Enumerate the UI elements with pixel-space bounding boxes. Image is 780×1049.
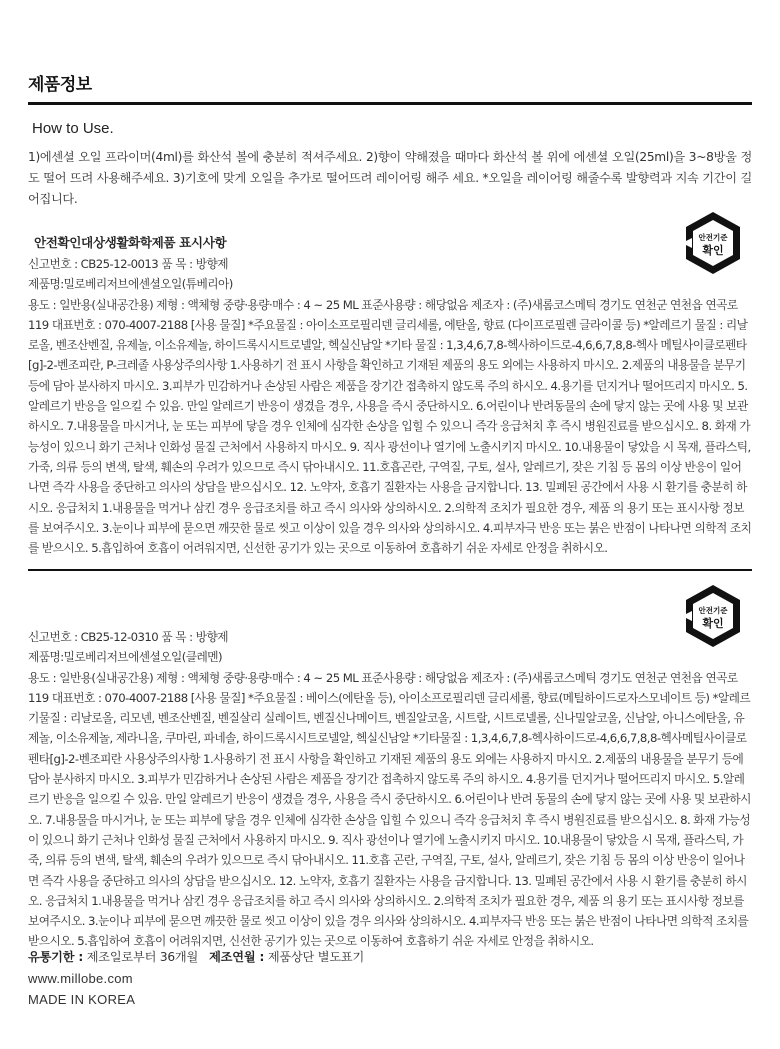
how-to-use-text: 1)에센셜 오일 프라이머(4ml)를 화산석 볼에 충분히 적셔주세요. 2)향이 약해졌을 때마다 화산석 볼 위에 에센셜 오일(25ml)을 3~8방울 정도 떨어 뜨려 사용해주세요. 3)기호에 맞게 오일을 추가로 떨어뜨려 레이어링 해주 세요. *오일을 레이어링 해줄수록 발향력과 지속 기간이 길어집니다. [28, 150, 752, 206]
product-1-report-no: 신고번호 : CB25-12-0013 품 목 : 방향제 [28, 257, 228, 271]
product-1-name: 제품명:밀로베리저브에센셜오일(튜베리아) [28, 277, 233, 292]
safety-section-title: 안전확인대상생활화학제품 표시사항 [34, 235, 227, 250]
product-2-report-no: 신고번호 : CB25-12-0310 품 목 : 방향제 [28, 630, 228, 644]
badge-line2: 확인 [702, 617, 724, 630]
product-block-2 [28, 627, 752, 952]
mfg-value: 제품상단 별도표기 [267, 950, 365, 964]
product-block-1 [28, 254, 752, 558]
expiry-label: 유통기한 : [28, 950, 84, 964]
footer [28, 947, 364, 1010]
badge-line2: 확인 [702, 244, 724, 257]
badge-line1: 안전기준 [698, 233, 728, 242]
product-2-name: 제품명:밀로베리저브에센셜오일(클레멘) [28, 650, 222, 665]
website-link[interactable]: www.millobe.com [28, 971, 133, 986]
expiry-value: 제조일로부터 36개월 [86, 950, 199, 964]
section-divider [28, 569, 752, 571]
expiry-mfg-line [28, 947, 364, 968]
title-divider [28, 102, 752, 105]
how-to-use-heading: How to Use. [32, 120, 114, 137]
product-1-details: 용도 : 일반용(실내공간용) 제형 : 액체형 중량·용량·매수 : 4 ~ 25 ML 표준사용량 : 해당없음 제조자 : (주)새롬코스메틱 경기도 연천군 연천읍 연곡로 119 대표번호 : 070-4007-2188 [사용 물질] *주요물질 : 아이소프로필리덴 글리세롤, 에탄올, 향료 (다이프로필렌 글라이콜 등) *알레르기 물질 : 리날로올, 벤조산벤질, 유제놀, 이소유제놀, 하이드록시시트로넬알, 헥실신남알 *기타 물질 : 1,3,4,6,7,8-헥사하이드로-4,6,6,7,8,8-헥사 메틸사이클로펜타[g]-2-벤조피란, P-크레졸 사용상주의사항 1.사용하기 전 표시 사항을 확인하고 기재된 제품의 용도 외에는 사용하지 마시오. 2.제품의 내용물을 분무기 등에 담아 분사하지 마시오. 3.피부가 민감하거나 손상된 사람은 제품을 장기간 접촉하지 않도록 주의 하시오. 4.용기를 던지거나 떨어뜨리지 마시오. 5.알레르기 반응을 일으킬 수 있음. 만일 알레르기 반응이 생겼을 경우, 사용을 즉시 중단하시오. 6.어린이나 반려동물의 손에 닿지 않는 곳에 사용 및 보관하시오. 7.내용물을 마시거나, 눈 또는 피부에 닿을 경우 인체에 심각한 손상을 입힐 수 있으니 즉각 응급처치 후 즉시 병원진료를 받으십시오. 8. 화재 가능성이 있으니 화기 근처나 인화성 물질 근처에서 사용하지 마시오. 9. 직사 광선이나 열기에 노출시키지 마시오. 10.내용물이 닿았을 시 목재, 플라스틱, 가죽, 의류 등의 변색, 탈색, 훼손의 우려가 있으므로 즉시 닦아내시오. 11.호흡곤란, 구역질, 구토, 설사, 알레르기, 잦은 기침 등 몸의 이상 반응이 일어나면 즉각 사용을 중단하고 의사의 상담을 받으십시오. 12. 노약자, 호흡기 질환자는 사용을 금지합니다. 13. 밀폐된 공간에서 사용 시 환기를 충분히 하시오. 응급처치 1.내용물을 먹거나 삼킨 경우 응급조치를 하고 즉시 의사와 상의하시오. 2.의학적 조치가 필요한 경우, 제품 의 용기 또는 표시사항 정보를 보여주시오. 3.눈이나 피부에 묻으면 깨끗한 물로 씻고 이상이 있을 경우 의사와 상의하시오. 4.피부자극 반응 또는 붉은 반점이 나타나면 의학적 조치를 받으시오. 5.흡입하여 호흡이 어려워지면, 신선한 공기가 있는 곳으로 이동하여 호흡하기 쉬운 자세로 안정을 취하시오. [28, 297, 752, 556]
origin-text: MADE IN KOREA [28, 992, 136, 1007]
badge-line1: 안전기준 [698, 606, 728, 615]
page-title: 제품정보 [28, 75, 92, 95]
product-2-details: 용도 : 일반용(실내공간용) 제형 : 액체형 중량·용량·매수 : 4 ~ 25 ML 표준사용량 : 해당없음 제조자 : (주)새롬코스메틱 경기도 연천군 연천읍 연곡로 119 대표번호 : 070-4007-2188 [사용 물질] *주요물질 : 베이스(에탄올 등), 아이소프로필리덴 글리세롤, 향료(메틸하이드로자스모네이트 등) *알레르기물질 : 리날로올, 리모넨, 벤조산벤질, 벤질살리 실레이트, 벤질신나메이트, 벤질알코올, 시트랄, 시트로넬롤, 신나밀알코올, 신남알, 아니스에탄올, 유제놀, 이소유제놀, 제라니올, 쿠마린, 파네솔, 하이드록시시트로넬알, 헥실신남알 *기타물질 : 1,3,4,6,7,8-헥사하이드로-4,6,6,7,8,8-헥사메틸사이클로펜타[g]-2-벤조피란 사용상주의사항 1.사용하기 전 표시 사항을 확인하고 기재된 제품의 용도 외에는 사용하지 마시오. 2.제품의 내용물을 분무기 등에 담아 분사하지 마시오. 3.피부가 민감하거나 손상된 사람은 제품을 장기간 접촉하지 않도록 주의 하시오. 4.용기를 던지거나 떨어뜨리지 마시오. 5.알레르기 반응을 일으킬 수 있음. 만일 알레르기 반응이 생겼을 경우, 사용을 즉시 중단하시오. 6.어린이나 반려 동물의 손에 닿지 않는 곳에 사용 및 보관하시오. 7.내용물을 마시거나, 눈 또는 피부에 닿을 경우 인체에 심각한 손상을 입힐 수 있으니 즉각 응급처치 후 즉시 병원진료를 받으십시오. 8. 화재 가능성이 있으니 화기 근처나 인화성 물질 근처에서 사용하지 마시오. 9. 직사 광선이나 열기에 노출시키지 마시오. 10.내용물이 닿았을 시 목재, 플라스틱, 가죽, 의류 등의 변색, 탈색, 훼손의 우려가 있으므로 즉시 닦아내시오. 11.호흡 곤란, 구역질, 구토, 설사, 알레르기, 잦은 기침 등 몸의 이상 반응이 일어나면 즉각 사용을 중단하고 의사의 상담을 받으십시오. 12. 노약자, 호흡기 질환자는 사용을 금지합니다. 13. 밀폐된 공간에서 사용 시 환기를 충분히 하시오. 응급처치 1.내용물을 먹거나 삼킨 경우 응급조치를 하고 즉시 의사와 상의하시오. 2.의학적 조치가 필요한 경우, 제품 의 용기 또는 표시사항 정보를 보여주시오. 3.눈이나 피부에 묻으면 깨끗한 물로 씻고 이상이 있을 경우 의사와 상의하시오. 4.피부자극 반응 또는 붉은 반점이 나타나면 의학적 조치를 받으시오. 5.흡입하여 호흡이 어려워지면, 신선한 공기가 있는 곳으로 이동하여 호흡하기 쉬운 자세로 안정을 취하시오. [28, 670, 751, 949]
mfg-label: 제조연월 : [209, 950, 265, 964]
